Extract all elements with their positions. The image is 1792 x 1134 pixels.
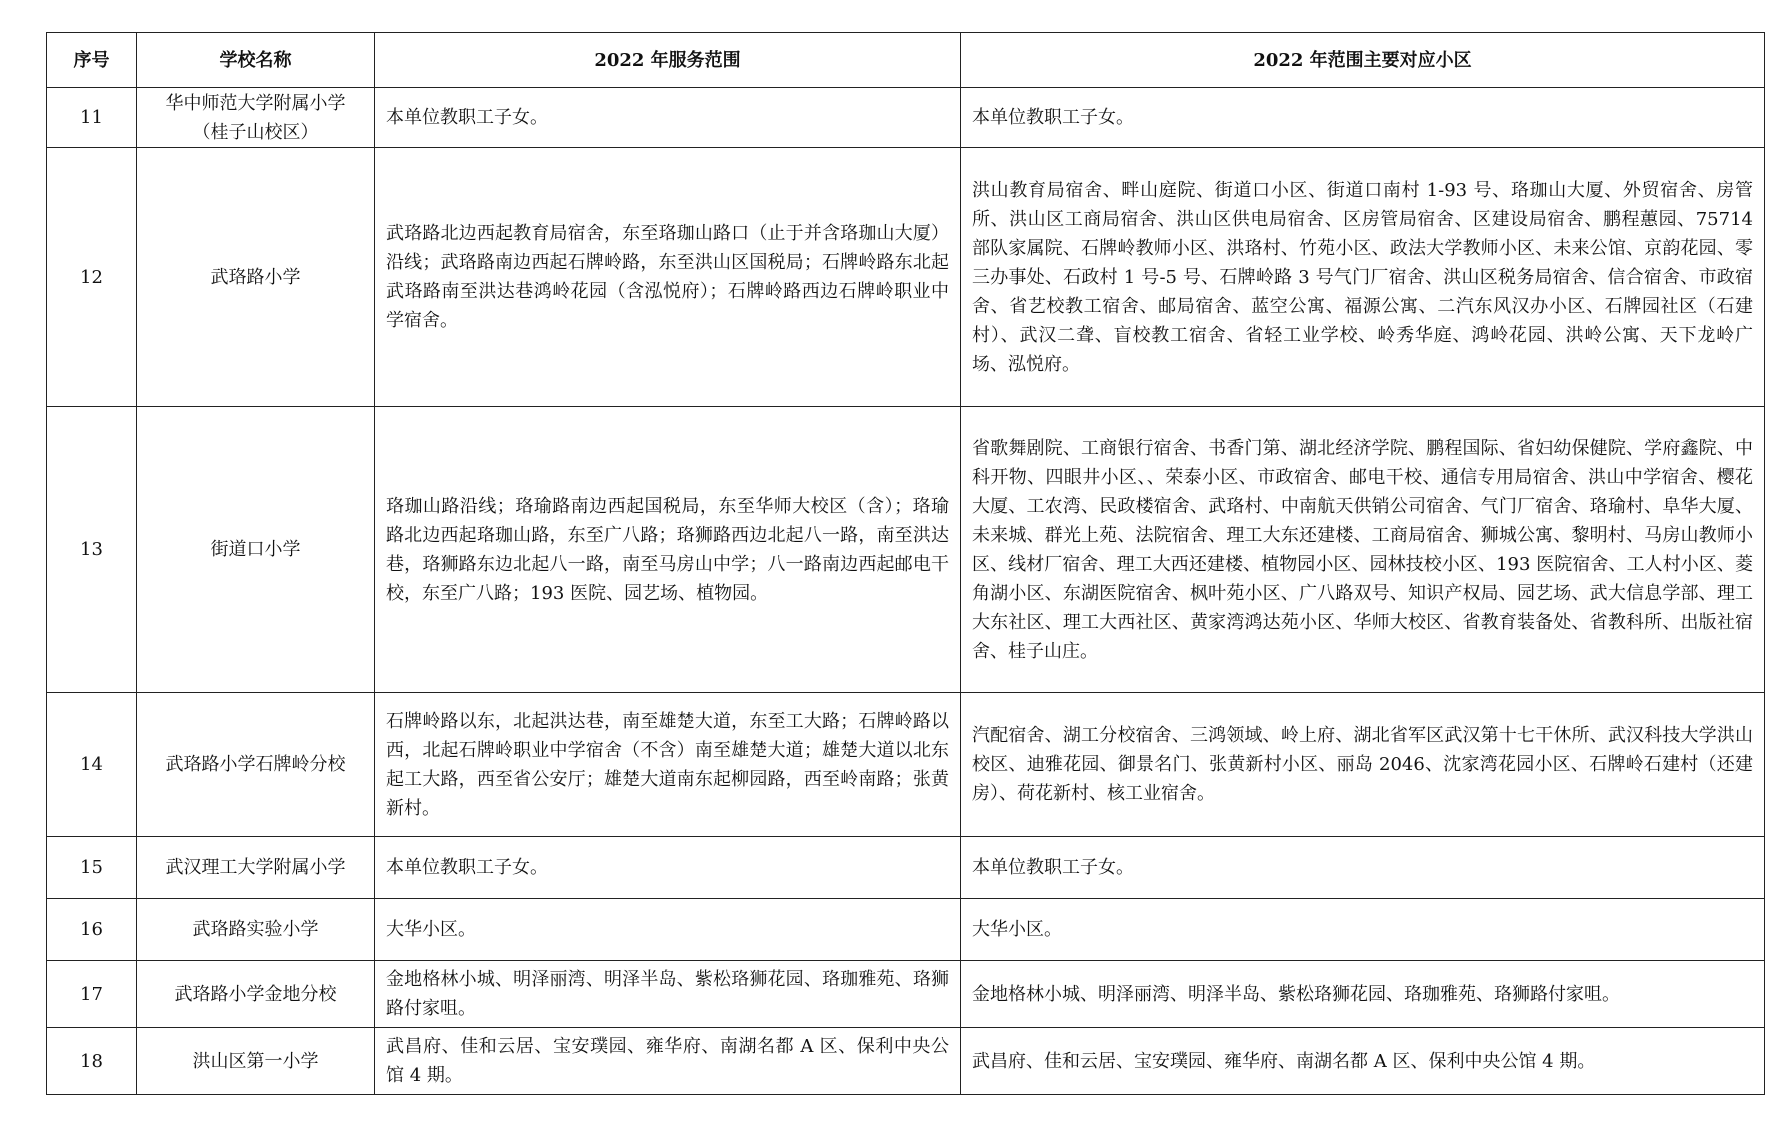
row-school-name: 武汉理工大学附属小学 xyxy=(137,837,375,899)
row-service-scope: 武昌府、佳和云居、宝安璞园、雍华府、南湖名都 A 区、保利中央公馆 4 期。 xyxy=(375,1028,961,1095)
row-service-scope: 本单位教职工子女。 xyxy=(375,837,961,899)
row-service-scope: 金地格林小城、明泽丽湾、明泽半岛、紫松珞狮花园、珞珈雅苑、珞狮路付家咀。 xyxy=(375,961,961,1028)
table-row xyxy=(47,407,1765,693)
row-communities: 本单位教职工子女。 xyxy=(961,88,1765,148)
row-no: 17 xyxy=(47,961,137,1028)
row-communities: 武昌府、佳和云居、宝安璞园、雍华府、南湖名都 A 区、保利中央公馆 4 期。 xyxy=(961,1028,1765,1095)
row-no: 12 xyxy=(47,148,137,407)
row-no: 13 xyxy=(47,407,137,693)
row-service-scope: 武珞路北边西起教育局宿舍，东至珞珈山路口（止于并含珞珈山大厦）沿线；武珞路南边西起石牌岭路，东至洪山区国税局；石牌岭路东北起武珞路南至洪达巷鸿岭花园（含泓悦府）；石牌岭路西边石牌岭职业中学宿舍。 xyxy=(375,148,961,407)
row-service-scope: 本单位教职工子女。 xyxy=(375,88,961,148)
row-school-name: 武珞路小学石牌岭分校 xyxy=(137,693,375,837)
row-no: 18 xyxy=(47,1028,137,1095)
row-no: 11 xyxy=(47,88,137,148)
header-service-scope: 2022 年服务范围 xyxy=(375,33,961,88)
header-school-name: 学校名称 xyxy=(137,33,375,88)
school-scope-table xyxy=(46,32,1765,1095)
row-school-name: 洪山区第一小学 xyxy=(137,1028,375,1095)
row-no: 15 xyxy=(47,837,137,899)
row-communities: 省歌舞剧院、工商银行宿舍、书香门第、湖北经济学院、鹏程国际、省妇幼保健院、学府鑫院、中科开物、四眼井小区、、荣泰小区、市政宿舍、邮电干校、通信专用局宿舍、洪山中学宿舍、樱花大厦、工农湾、民政楼宿舍、武珞村、中南航天供销公司宿舍、气门厂宿舍、珞瑜村、阜华大厦、未来城、群光上苑、法院宿舍、理工大东还建楼、工商局宿舍、狮城公寓、黎明村、马房山教师小区、线材厂宿舍、理工大西还建楼、植物园小区、园林技校小区、193 医院宿舍、工人村小区、菱角湖小区、东湖医院宿舍、枫叶苑小区、广八路双号、知识产权局、园艺场、武大信息学部、理工大东社区、理工大西社区、黄家湾鸿达苑小区、华师大校区、省教育装备处、省教科所、出版社宿舍、桂子山庄。 xyxy=(961,407,1765,693)
row-school-name: 街道口小学 xyxy=(137,407,375,693)
table-row xyxy=(47,88,1765,148)
table-row xyxy=(47,899,1765,961)
row-service-scope: 大华小区。 xyxy=(375,899,961,961)
table-header-row xyxy=(47,33,1765,88)
row-school-name: 华中师范大学附属小学（桂子山校区） xyxy=(137,88,375,148)
table-row xyxy=(47,837,1765,899)
row-communities: 金地格林小城、明泽丽湾、明泽半岛、紫松珞狮花园、珞珈雅苑、珞狮路付家咀。 xyxy=(961,961,1765,1028)
row-no: 16 xyxy=(47,899,137,961)
table-row xyxy=(47,693,1765,837)
row-service-scope: 珞珈山路沿线；珞瑜路南边西起国税局，东至华师大校区（含）；珞瑜路北边西起珞珈山路，东至广八路；珞狮路西边北起八一路，南至洪达巷，珞狮路东边北起八一路，南至马房山中学；八一路南边西起邮电干校，东至广八路；193 医院、园艺场、植物园。 xyxy=(375,407,961,693)
row-school-name: 武珞路小学 xyxy=(137,148,375,407)
header-communities: 2022 年范围主要对应小区 xyxy=(961,33,1765,88)
row-school-name: 武珞路小学金地分校 xyxy=(137,961,375,1028)
row-no: 14 xyxy=(47,693,137,837)
row-communities: 本单位教职工子女。 xyxy=(961,837,1765,899)
table-row xyxy=(47,148,1765,407)
row-service-scope: 石牌岭路以东，北起洪达巷，南至雄楚大道，东至工大路；石牌岭路以西，北起石牌岭职业中学宿舍（不含）南至雄楚大道；雄楚大道以北东起工大路，西至省公安厅；雄楚大道南东起柳园路，西至岭南路；张黄新村。 xyxy=(375,693,961,837)
table-row xyxy=(47,1028,1765,1095)
table-row xyxy=(47,961,1765,1028)
header-no: 序号 xyxy=(47,33,137,88)
row-communities: 洪山教育局宿舍、畔山庭院、街道口小区、街道口南村 1-93 号、珞珈山大厦、外贸宿舍、房管所、洪山区工商局宿舍、洪山区供电局宿舍、区房管局宿舍、区建设局宿舍、鹏程蕙园、75714 部队家属院、石牌岭教师小区、洪珞村、竹苑小区、政法大学教师小区、未来公馆、京韵花园、零三办事处、石政村 1 号-5 号、石牌岭路 3 号气门厂宿舍、洪山区税务局宿舍、信合宿舍、市政宿舍、省艺校教工宿舍、邮局宿舍、蓝空公寓、福源公寓、二汽东风汉办小区、石牌园社区（石建村）、武汉二聋、盲校教工宿舍、省轻工业学校、岭秀华庭、鸿岭花园、洪岭公寓、天下龙岭广场、泓悦府。 xyxy=(961,148,1765,407)
row-communities: 汽配宿舍、湖工分校宿舍、三鸿领域、岭上府、湖北省军区武汉第十七干休所、武汉科技大学洪山校区、迪雅花园、御景名门、张黄新村小区、丽岛 2046、沈家湾花园小区、石牌岭石建村（还建房）、荷花新村、核工业宿舍。 xyxy=(961,693,1765,837)
row-school-name: 武珞路实验小学 xyxy=(137,899,375,961)
row-communities: 大华小区。 xyxy=(961,899,1765,961)
